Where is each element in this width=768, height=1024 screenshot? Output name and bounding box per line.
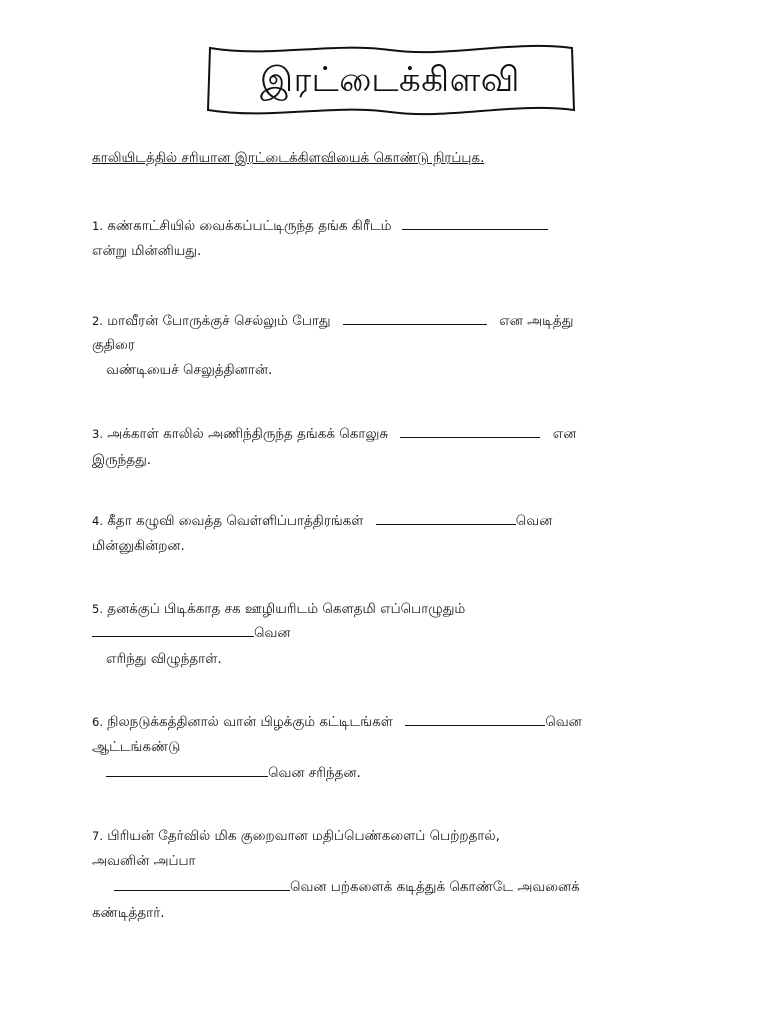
question-7-cont: [114, 878, 580, 896]
question-text: வென சரிந்தன.: [268, 765, 361, 781]
question-number: 4.: [92, 514, 103, 528]
question-number: 5.: [92, 602, 103, 616]
question-text: மாவீரன் போருக்குச் செல்லும் போது: [107, 313, 331, 329]
question-text: வென: [254, 625, 291, 641]
question-number: 7.: [92, 829, 103, 843]
question-3-cont: இருந்தது.: [92, 452, 152, 468]
question-text: வென: [545, 714, 582, 730]
answer-blank[interactable]: [400, 425, 540, 438]
question-6-cont: ஆட்டங்கண்டு: [92, 739, 181, 755]
question-5: [92, 600, 465, 618]
question-text: கீதா கழுவி வைத்த வெள்ளிப்பாத்திரங்கள்: [107, 513, 364, 529]
question-text: பிரியன் தேர்வில் மிக குறைவான மதிப்பெண்களைப் பெற்றதால்,: [107, 828, 500, 844]
answer-blank[interactable]: [405, 713, 545, 726]
question-text: நிலநடுக்கத்தினால் வான் பிழக்கும் கட்டிடங்கள்: [107, 714, 393, 730]
question-number: 3.: [92, 427, 103, 441]
question-text: என அடித்து: [499, 313, 574, 329]
question-4: [92, 512, 552, 530]
question-text: தனக்குப் பிடிக்காத சக ஊழியரிடம் கௌதமி எப்பொழுதும்: [107, 601, 466, 617]
answer-blank[interactable]: [376, 512, 516, 525]
answer-blank[interactable]: [402, 217, 548, 230]
question-text: அக்காள் காலில் அணிந்திருந்த தங்கக் கொலுசு: [107, 426, 389, 442]
question-7: [92, 827, 500, 845]
question-6: [92, 713, 582, 731]
title-banner: [200, 40, 580, 122]
answer-blank[interactable]: [114, 878, 290, 891]
question-number: 1.: [92, 219, 103, 233]
question-text: வென: [515, 513, 553, 529]
question-number: 2.: [92, 314, 103, 328]
question-text: கண்காட்சியில் வைக்கப்பட்டிருந்த தங்க கிரீடம்: [107, 218, 392, 234]
answer-blank[interactable]: [106, 764, 268, 777]
question-number: 6.: [92, 715, 103, 729]
question-1-cont: என்று மின்னியது.: [92, 243, 202, 259]
question-4-cont: மின்னுகின்றன.: [92, 538, 185, 554]
question-text: வென பற்களைக் கடித்துக் கொண்டே அவனைக்: [290, 879, 580, 895]
answer-blank[interactable]: [343, 312, 487, 325]
question-7-cont: கண்டித்தார்.: [92, 905, 165, 921]
question-5-cont: [92, 624, 291, 642]
instruction-text: காலியிடத்தில் சரியான இரட்டைக்கிளவியைக் கொண்டு நிரப்புக.: [92, 150, 485, 166]
question-1: [92, 217, 548, 235]
question-3: [92, 425, 576, 443]
question-text: என: [552, 426, 577, 442]
question-5-cont: எரிந்து விழுந்தாள்.: [106, 651, 222, 667]
question-2-cont: வண்டியைச் செலுத்தினான்.: [106, 362, 273, 378]
question-7-cont: அவனின் அப்பா: [92, 853, 196, 869]
question-6-cont: [106, 764, 361, 782]
question-2: [92, 312, 573, 330]
question-2-cont: குதிரை: [92, 337, 135, 353]
page-title: இரட்டைக்கிளவி: [260, 60, 520, 100]
answer-blank[interactable]: [92, 624, 254, 637]
